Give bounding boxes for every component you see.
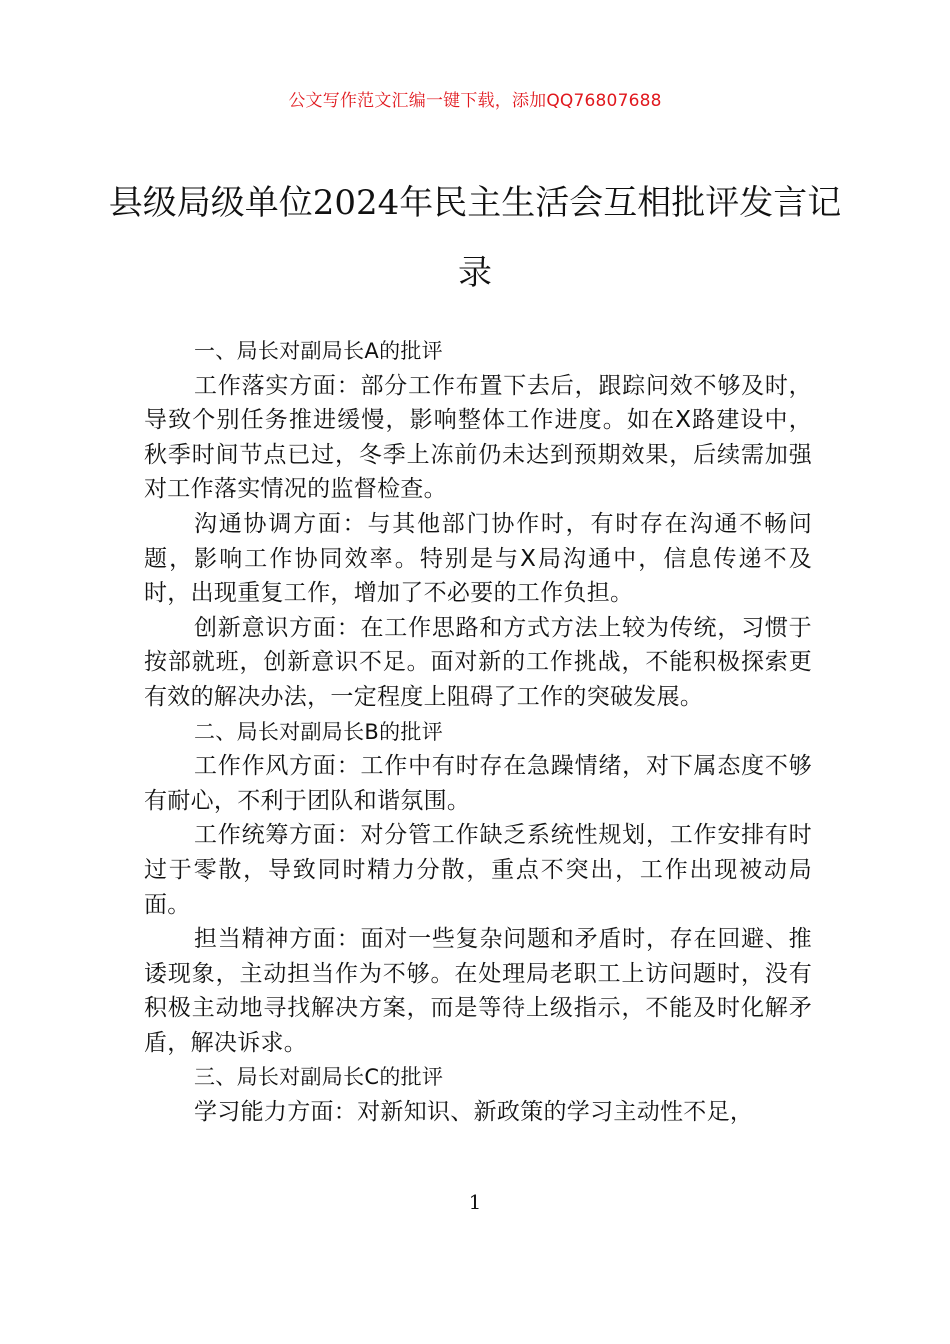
document-body xyxy=(144,334,812,1130)
section-heading: 一、局长对副局长A的批评 xyxy=(194,339,443,363)
page-number: 1 xyxy=(468,1190,482,1214)
paragraph: 沟通协调方面：与其他部门协作时，有时存在沟通不畅问题，影响工作协同效率。特别是与X局沟通中，信息传递不及时，出现重复工作，增加了不必要的工作负担。 xyxy=(144,510,812,607)
paragraph: 创新意识方面：在工作思路和方式方法上较为传统，习惯于按部就班，创新意识不足。面对新的工作挑战，不能积极探索更有效的解决办法，一定程度上阻碍了工作的突破发展。 xyxy=(144,614,812,710)
section-heading: 三、局长对副局长C的批评 xyxy=(194,1065,444,1090)
document-title: 县级局级单位2024年民主生活会互相批评发言记录 xyxy=(108,183,842,293)
paragraph: 工作作风方面：工作中有时存在急躁情绪，对下属态度不够有耐心，不利于团队和谐氛围。 xyxy=(144,753,812,814)
header-note: 公文写作范文汇编一键下载，添加QQ76807688 xyxy=(288,91,662,111)
paragraph: 工作落实方面：部分工作布置下去后，跟踪问效不够及时，导致个别任务推进缓慢，影响整体工作进度。如在X路建设中，秋季时间节点已过，冬季上冻前仍未达到预期效果，后续需加强对工作落实情况的监督检查。 xyxy=(144,372,812,503)
section-heading: 二、局长对副局长B的批评 xyxy=(194,719,444,744)
paragraph: 工作统筹方面：对分管工作缺乏系统性规划，工作安排有时过于零散，导致同时精力分散，重点不突出，工作出现被动局面。 xyxy=(144,822,812,918)
paragraph: 学习能力方面：对新知识、新政策的学习主动性不足， xyxy=(194,1099,754,1126)
paragraph: 担当精神方面：面对一些复杂问题和矛盾时，存在回避、推诿现象，主动担当作为不够。在处理局老职工上访问题时，没有积极主动地寻找解决方案，而是等待上级指示，不能及时化解矛盾，解决诉求。 xyxy=(144,926,812,1056)
